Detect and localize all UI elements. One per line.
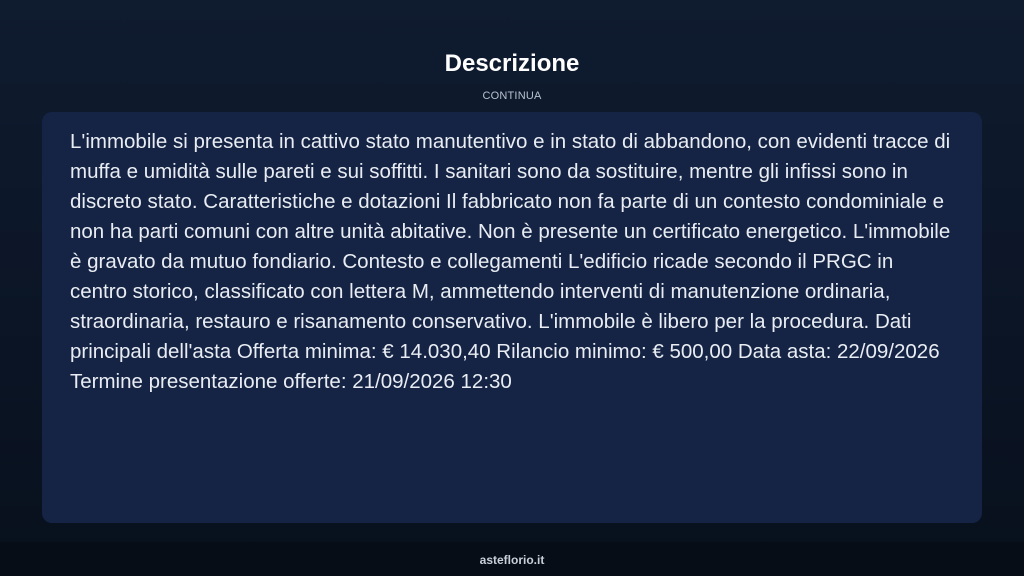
continue-header-label (0, 89, 1024, 103)
description-text: L'immobile si presenta in cattivo stato manutentivo e in stato di abbandono, con evidenti tracce di muffa e umidità sulle pareti e sui soffitti. I sanitari sono da sostituire, mentre gli infissi sono in discreto stato. Caratteristiche e dotazioni Il fabbricato non fa parte di un contesto condominiale e non ha parti comuni con altre unità abitative. Non è presente un certificato energetico. L'immobile è gravato da mutuo fondiario. Contesto e collegamenti L'edificio ricade secondo il PRGC in centro storico, classificato con lettera M, ammettendo interventi di manutenzione ordinaria, straordinaria, restauro e risanamento conservativo. L'immobile è libero per la procedura. Dati principali dell'asta Offerta minima: € 14.030,40 Rilancio minimo: € 500,00 Data asta: 22/09/2026 Termine presentazione offerte: 21/09/2026 12:30 (70, 130, 951, 393)
page-title: Descrizione (444, 50, 580, 77)
footer-brand: asteflorio.it (479, 553, 545, 567)
description-card (42, 112, 982, 523)
continue-label[interactable]: CONTINUA (482, 90, 542, 102)
footer-bar (0, 542, 1024, 576)
